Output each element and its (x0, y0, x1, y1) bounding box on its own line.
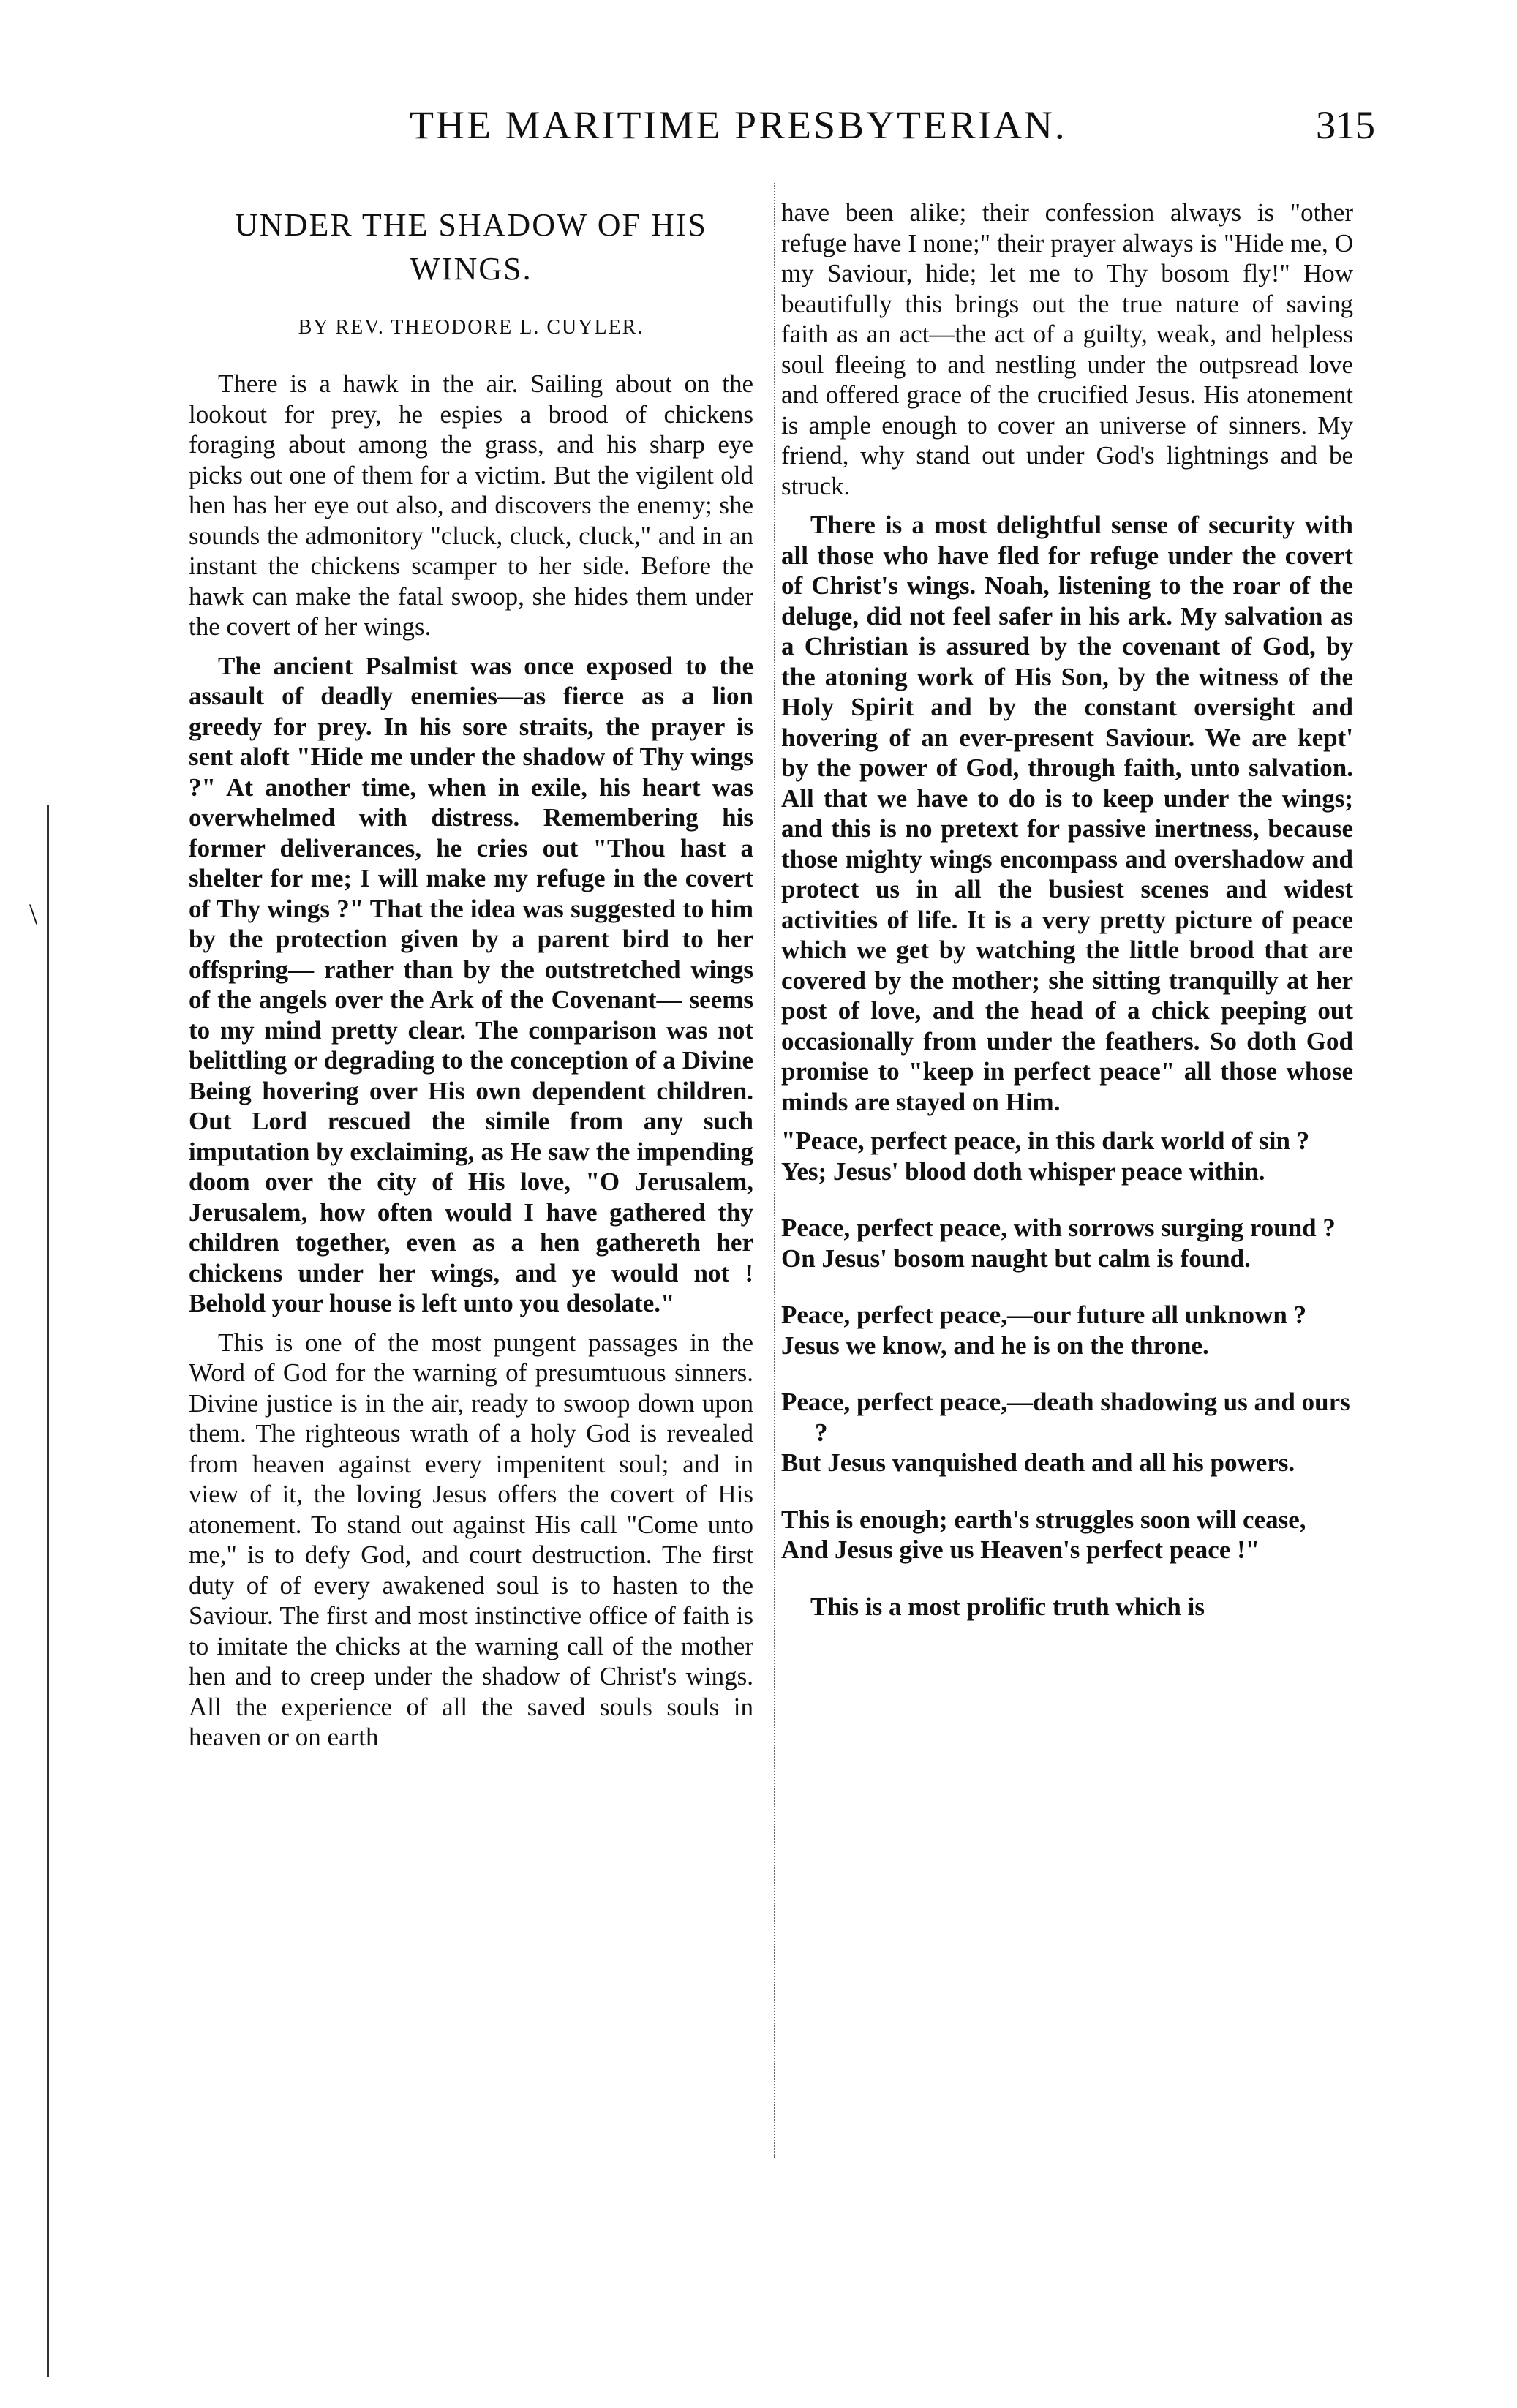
poem-line: Peace, perfect peace, with sorrows surging round ? (781, 1214, 1336, 1242)
margin-mark: \ (29, 898, 38, 930)
paragraph-continuation: have been alike; their confession always is "other refuge have I none;" their prayer always is "Hide me, O my Saviour, hide; let me to Thy bosom fly!" How beautifully this brings out the true nature of saving faith as an act—the act of a guilty, weak, and helpless soul fleeing to and nestling under the outpsread love and offered grace of the crucified Jesus. His atonement is ample enough to cover an universe of sinners. My friend, why stand out under God's lightnings and be struck. (781, 198, 1353, 500)
poem-stanza (781, 1387, 1353, 1478)
poem-line: "Peace, perfect peace, in this dark world of sin ? (781, 1126, 1310, 1155)
poem-stanza (781, 1505, 1353, 1565)
right-column (781, 197, 1353, 1630)
running-title: THE MARITIME PRESBYTERIAN. (410, 103, 1067, 147)
column-divider (774, 183, 777, 2158)
paragraph-psalmist: The ancient Psalmist was once exposed to the assault of deadly enemies—as fierce as a lion greedy for prey. In his sore straits, the prayer is sent aloft "Hide me under the shadow of Thy wings ?" At another time, when in exile, his heart was overwhelmed with distress. Remembering his former deliverances, he cries out "Thou hast a shelter for me; I will make my refuge in the covert of Thy wings ?" That the idea was suggested to him by the protection given by a parent bird to her offspring— rather than by the outstretched wings of the angels over the Ark of the Covenant— seems to my mind pretty clear. The comparison was not belittling or degrading to the conception of a Divine Being hovering over His own dependent children. Out Lord rescued the simile from any such imputation by exclaiming, as He saw the impending doom over the city of His love, "O Jerusalem, Jerusalem, how often would I have gathered thy children together, even as a hen gathereth her chickens under her wings, and ye would not ! Behold your house is left unto you desolate." (189, 651, 753, 1317)
closing-line: This is a most prolific truth which is (810, 1592, 1205, 1621)
page-number: 315 (1316, 103, 1375, 147)
left-column (189, 197, 753, 1761)
poem-line: This is enough; earth's struggles soon will cease, (781, 1505, 1306, 1534)
poem-line: Yes; Jesus' blood doth whisper peace within. (781, 1156, 1265, 1186)
poem-line: Jesus we know, and he is on the throne. (781, 1331, 1209, 1360)
paragraph-security: There is a most delightful sense of security with all those who have fled for refuge under the covert of Christ's wings. Noah, listening to the roar of the deluge, did not feel safer in his ark. My salvation as a Christian is assured by the covenant of God, by the atoning work of His Son, by the witness of the Holy Spirit and by the constant oversight and hovering of an ever-present Saviour. We are kept' by the power of God, through faith, unto salvation. All that we have to do is to keep under the wings; and this is no pretext for passive inertness, because those mighty wings encompass and overshadow and protect us in all the busiest scenes and widest activities of life. It is a very pretty picture of peace which we get by watching the little brood that are covered by the mother; she sitting tranquilly at her post of love, and the head of a chick peeping out occasionally from under the feathers. So doth God promise to "keep in perfect peace" all those whose minds are stayed on Him. (781, 511, 1353, 1116)
byline: BY REV. THEODORE L. CUYLER. (298, 316, 644, 339)
poem-stanza (781, 1126, 1353, 1186)
paragraph-pungent: This is one of the most pungent passages in the Word of God for the warning of presumtuous sinners. Divine justice is in the air, ready to swoop down upon them. The righteous wrath of a holy God is revealed from heaven against every impenitent soul; and in view of it, the loving Jesus offers the covert of His atonement. To stand out against His call "Come unto me," is to defy God, and court destruction. The first duty of of every awakened soul is to hasten to the Saviour. The first and most instinctive office of faith is to imitate the chicks at the warning call of the mother hen and to creep under the shadow of Christ's wings. All the experience of all the saved souls souls in heaven or on earth (189, 1328, 753, 1751)
poem-stanza (781, 1300, 1353, 1361)
running-head (410, 102, 1375, 154)
poem-line: Peace, perfect peace,—our future all unknown ? (781, 1301, 1307, 1329)
poem-line: But Jesus vanquished death and all his powers. (781, 1448, 1295, 1477)
poem-stanza (781, 1213, 1353, 1273)
article-title: UNDER THE SHADOW OF HIS WINGS. (235, 207, 707, 287)
poem-line: Peace, perfect peace,—death shadowing us and ours ? (781, 1388, 1350, 1447)
poem-line: On Jesus' bosom naught but calm is found. (781, 1243, 1251, 1273)
paragraph-hawk: There is a hawk in the air. Sailing about on the lookout for prey, he espies a brood of chickens foraging about among the grass, and his sharp eye picks out one of them for a victim. But the vigilent old hen has her eye out also, and discovers the enemy; she sounds the admonitory "cluck, cluck, cluck," and in an instant the chickens scamper to her side. Before the hawk can make the fatal swoop, she hides them under the covert of her wings. (189, 369, 753, 641)
poem-line: And Jesus give us Heaven's perfect peace !" (781, 1535, 1260, 1564)
left-margin-rule (47, 805, 49, 2377)
